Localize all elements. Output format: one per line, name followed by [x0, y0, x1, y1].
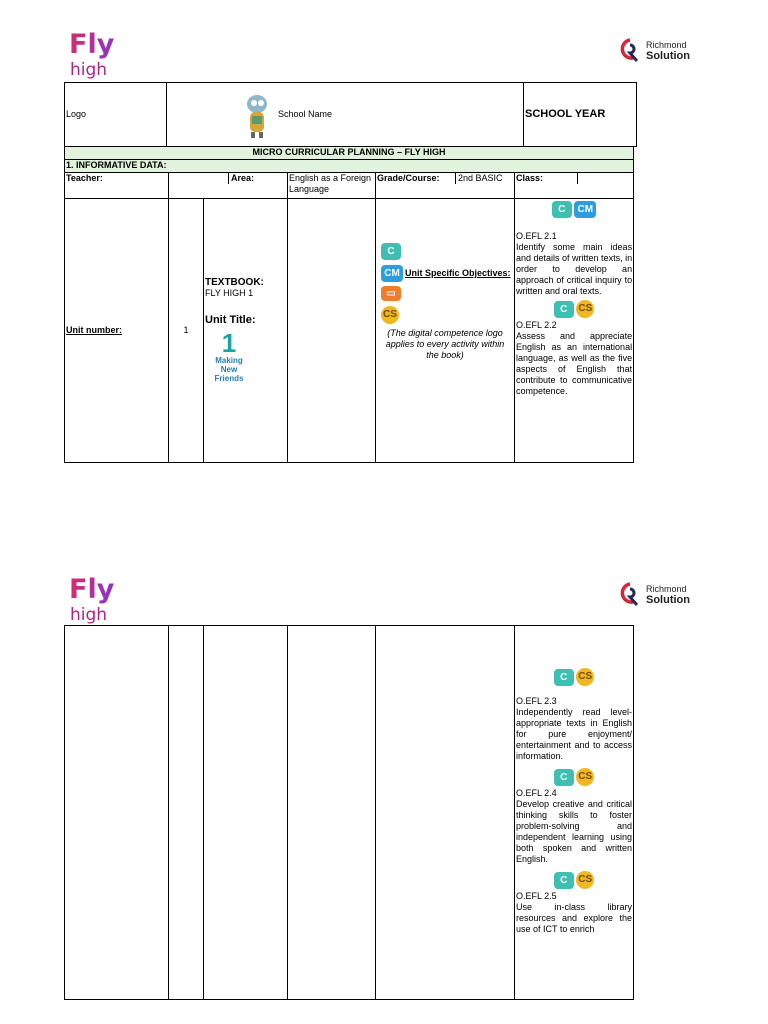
digital-note: (The digital competence logo applies to every activity within the book): [385, 328, 505, 360]
teacher-label: Teacher:: [65, 173, 169, 199]
communication-icon: C: [554, 669, 574, 686]
unit-title-art: [207, 330, 251, 383]
school-name-cell: [167, 83, 524, 147]
grade-cell: [376, 173, 515, 199]
fly-high-logo-high: high: [70, 60, 108, 80]
objective-text: Independently read level-appropriate texts in English for pure enjoyment/ entertainment and to access information.: [516, 707, 632, 761]
fly-high-logo-high: high: [70, 605, 108, 625]
textbook-value: FLY HIGH 1: [205, 288, 254, 298]
planning-table-continued: [64, 625, 634, 1000]
communication-icon: C: [552, 201, 572, 218]
class-value: [578, 173, 633, 184]
cm-icon: CM: [574, 201, 596, 218]
textbook-cell: [204, 199, 288, 463]
objective-code: O.EFL 2.3: [516, 696, 557, 706]
cs-icon: CS: [576, 300, 594, 318]
richmond-r-icon: [619, 582, 641, 606]
class-cell: [515, 173, 634, 199]
communication-icon: C: [381, 243, 401, 260]
grade-value: 2nd BASIC: [458, 173, 503, 183]
objective-code: O.EFL 2.4: [516, 788, 557, 798]
planning-title: MICRO CURRICULAR PLANNING – FLY HIGH: [65, 147, 634, 160]
objectives-label: Unit Specific Objectives:: [405, 267, 511, 278]
cs-icon: CS: [576, 668, 594, 686]
school-year-cell: SCHOOL YEAR: [524, 83, 637, 147]
communication-icon: C: [554, 301, 574, 318]
communication-icon: C: [554, 769, 574, 786]
mascot-icon: [244, 94, 270, 138]
school-header-table: [64, 82, 637, 147]
teacher-area-cell: [169, 173, 288, 199]
objective-code: O.EFL 2.5: [516, 891, 557, 901]
informative-data-heading: 1. INFORMATIVE DATA:: [65, 160, 634, 173]
fly-high-logo-fly: Fly: [69, 29, 115, 60]
empty-cell: [65, 626, 169, 1000]
area-label: Area:: [231, 173, 255, 183]
cm-icon: CM: [381, 265, 403, 282]
unit-title-label: Unit Title:: [205, 314, 256, 326]
digital-competence-icon: ▭: [381, 286, 401, 301]
school-name: School Name: [278, 108, 333, 119]
objective-code: O.EFL 2.2: [516, 320, 557, 330]
objective-text: Use in-class library resources and explore the use of ICT to enrich: [516, 902, 632, 934]
richmond-text: Richmond: [646, 40, 687, 50]
empty-cell: [169, 626, 204, 1000]
class-label: Class:: [515, 173, 578, 184]
objectives-cell-page1: [515, 199, 634, 463]
grade-label: Grade/Course:: [376, 173, 456, 184]
unit-title-line1: Making: [215, 356, 243, 365]
unit-number-label-cell: [65, 199, 169, 463]
unit-title-number: 1: [221, 328, 237, 358]
unit-number-value: 1: [169, 199, 204, 463]
objective-code: O.EFL 2.1: [516, 231, 557, 241]
solution-text: Solution: [646, 594, 690, 606]
objectives-cell-page2: [515, 626, 634, 1000]
objective-text: Develop creative and critical thinking skills to foster problem-solving and independent learning using both spoken and written English.: [516, 799, 632, 864]
solution-text: Solution: [646, 50, 690, 62]
unit-title-line2: New: [220, 365, 238, 374]
empty-cell: [288, 199, 376, 463]
fly-high-logo-fly: Fly: [69, 574, 115, 605]
objectives-label-cell: [376, 199, 515, 463]
logo-cell: Logo: [65, 83, 167, 147]
richmond-r-icon: [619, 38, 641, 62]
richmond-text: Richmond: [646, 584, 687, 594]
unit-title-line3: Friends: [214, 374, 244, 383]
empty-cell: [376, 626, 515, 1000]
objective-text: Assess and appreciate English as an international language, as well as the five aspects of English that contribute to communicative competence.: [516, 331, 633, 396]
planning-table: [64, 146, 634, 463]
cs-icon: CS: [576, 871, 594, 889]
teacher-value: [169, 173, 229, 184]
textbook-label: TEXTBOOK:: [205, 277, 264, 288]
empty-cell: [204, 626, 288, 1000]
objective-text: Identify some main ideas and details of written texts, in order to develop an approach of critical inquiry to written and oral texts.: [516, 242, 633, 296]
empty-cell: [288, 626, 376, 1000]
unit-number-label: Unit number:: [66, 325, 122, 335]
cs-icon: CS: [576, 768, 594, 786]
area-value: English as a Foreign Language: [288, 173, 376, 199]
communication-icon: C: [554, 872, 574, 889]
cs-icon: CS: [381, 306, 399, 324]
